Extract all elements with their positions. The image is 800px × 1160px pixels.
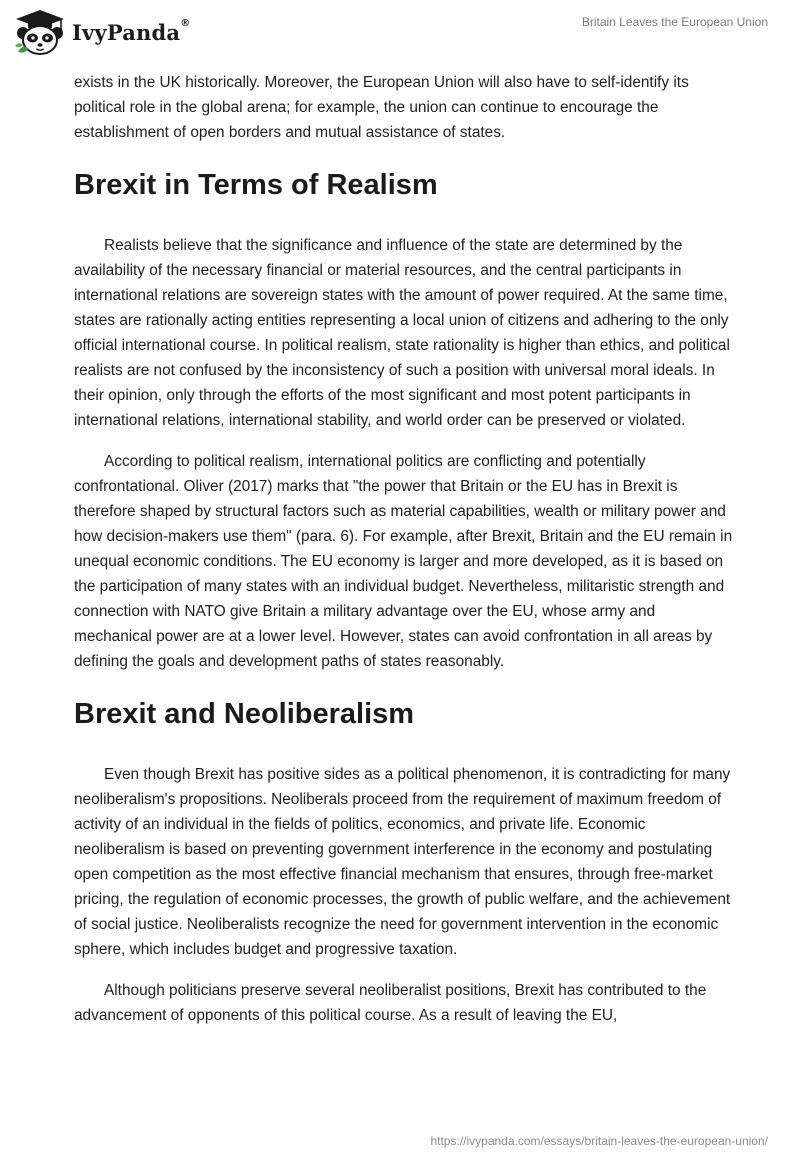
intro-paragraph: exists in the UK historically. Moreover, the European Union will also have to self-identify its political role in the global arena; for example, the union can continue to encourage the establishment of open borders and mutual assistance of states. <box>74 74 689 141</box>
section-heading-neoliberalism: Brexit and Neoliberalism <box>74 698 415 730</box>
source-url[interactable]: https://ivypanda.com/essays/britain-leaves-the-european-union/ <box>430 1134 768 1148</box>
page-header <box>0 0 800 66</box>
neoliberalism-paragraph-2: Although politicians preserve several neoliberalist positions, Brexit has contributed to the advancement of opponents of this political course. As a result of leaving the EU, <box>74 982 707 1024</box>
document-title: Britain Leaves the European Union <box>581 15 768 29</box>
realism-paragraph-2: According to political realism, international politics are conflicting and potentially confrontational. Oliver (2017) marks that "the power that Britain or the EU has in Brexit is therefore shaped by structural factors such as material capabilities, wealth or military power and how decision-makers use them" (para. 6). For example, after Brexit, Britain and the EU remain in unequal economic conditions. The EU economy is larger and more developed, as it is based on the participation of many states with an individual budget. Nevertheless, militaristic strength and connection with NATO give Britain a military advantage over the EU, whose army and mechanical power are at a lower level. However, states can avoid confrontation in all areas by defining the goals and development paths of states reasonably. <box>74 453 733 670</box>
site-logo[interactable] <box>14 8 190 56</box>
realism-paragraph-1: Realists believe that the significance and influence of the state are determined by the availability of the necessary financial or material resources, and the central participants in international relations are sovereign states with the amount of power required. At the same time, states are rationally acting entities representing a local union of citizens and adhering to the only official international course. In political realism, state rationality is higher than ethics, and political realists are not confused by the inconsistency of such a position with universal moral ideals. In their opinion, only through the efforts of the most significant and most potent participants in international relations, international stability, and world order can be preserved or violated. <box>74 237 730 429</box>
logo-wordmark: IvyPanda® <box>72 17 191 45</box>
section-heading-realism: Brexit in Terms of Realism <box>74 169 438 201</box>
neoliberalism-paragraph-1: Even though Brexit has positive sides as a political phenomenon, it is contradicting for many neoliberalism's propositions. Neoliberals proceed from the requirement of maximum freedom of activity of an individual in the fields of politics, economics, and private life. Economic neoliberalism is based on preventing government interference in the economy and postulating open competition as the most effective financial mechanism that ensures, through free-market pricing, the regulation of economic processes, the growth of public welfare, and the achievement of social justice. Neoliberalists recognize the need for government intervention in the economic sphere, which includes budget and progressive taxation. <box>74 766 731 958</box>
essay-body <box>74 70 734 1028</box>
panda-graduate-icon <box>14 8 66 56</box>
